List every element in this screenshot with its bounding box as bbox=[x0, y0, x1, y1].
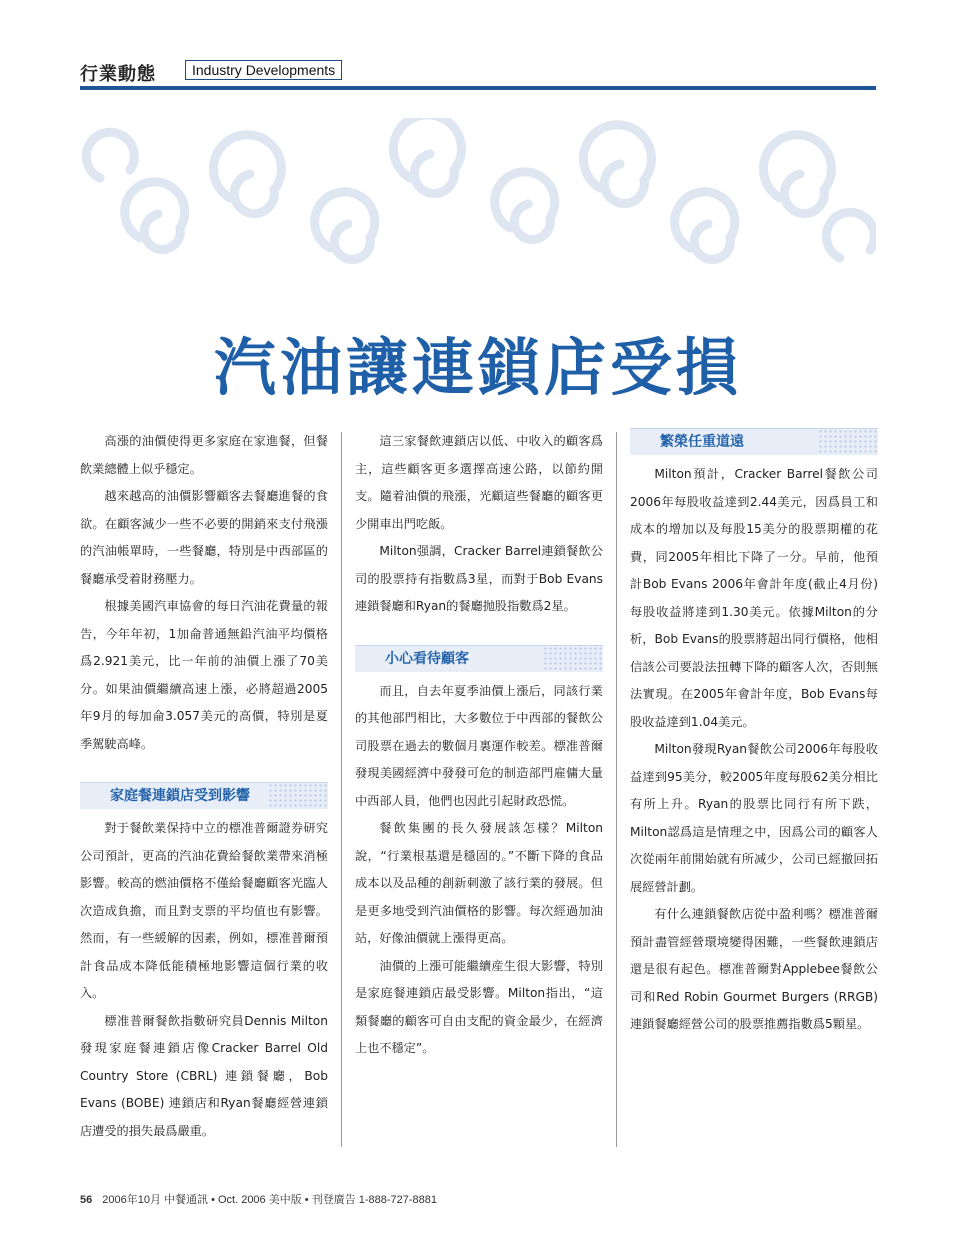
section-heading bbox=[80, 782, 328, 809]
section-heading bbox=[355, 645, 603, 672]
paragraph: 根據美國汽車協會的每日汽油花費量的報告，今年年初，1加侖普通無鉛汽油平均價格爲2.921美元，比一年前的油價上漲了70美分。如果油價繼續高速上漲，必將超過2005年9月的每加侖3.057美元的高價，特別是夏季駕駛高峰。 bbox=[80, 599, 328, 751]
paragraph: Milton預計，Cracker Barrel餐飲公司2006年每股收益達到2.44美元，因爲員工和成本的增加以及每股15美分的股票期權的花費，同2005年相比下降了一分。早前，他預計Bob Evans 2006年會計年度(截止4月份)每股收益將達到1.30美元。依據Milton的分析，Bob Evans的股票將超出同行價格，他相信該公司要設法扭轉下降的顧客人次，否則無法實現。在2005年會計年度，Bob Evans每股收益達到1.04美元。 bbox=[630, 467, 878, 729]
paragraph: 油價的上漲可能繼續産生很大影響，特別是家庭餐連鎖店最受影響。Milton指出，“這類餐廳的顧客可自由支配的資金最少，在經濟上也不穩定”。 bbox=[355, 958, 603, 1055]
section-heading-text: 繁榮任重道遠 bbox=[660, 434, 744, 450]
column-divider bbox=[616, 432, 617, 1147]
column-divider bbox=[341, 432, 342, 1147]
paragraph: Milton發現Ryan餐飲公司2006年每股收益達到95美分，較2005年度每股62美分相比有所上升。Ryan的股票比同行有所下跌，Milton認爲這是情理之中，因爲公司的顧客人次從兩年前開始就有所减少，公司已經撤回拓展經營計劃。 bbox=[630, 742, 878, 894]
column-1 bbox=[80, 428, 328, 1145]
swirl-decoration bbox=[80, 118, 876, 293]
header-rule bbox=[80, 86, 876, 90]
paragraph: 對于餐飲業保持中立的標准普爾證券研究公司預計，更高的汽油花費給餐飲業帶來消極影響。較高的燃油價格不僅給餐廳顧客光臨人次造成負擔，而且對支票的平均值也有影響。然而，有一些緩解的因素，例如，標准普爾預計食品成本降低能積極地影響這個行業的收入。 bbox=[80, 821, 328, 1000]
page-number: 56 bbox=[80, 1194, 93, 1206]
column-3 bbox=[630, 428, 878, 1039]
article-title: 汽油讓連鎖店受損 bbox=[213, 331, 742, 404]
paragraph: 標准普爾餐飲指數研究員Dennis Milton發現家庭餐連鎖店像Cracker Barrel Old Country Store (CBRL) 連鎖餐廳，Bob Evans (BOBE) 連鎖店和Ryan餐廳經營連鎖店遭受的損失最爲嚴重。 bbox=[80, 1013, 328, 1138]
dot-pattern bbox=[543, 646, 603, 672]
paragraph: 高漲的油價使得更多家庭在家進餐，但餐飲業總體上似乎穩定。 bbox=[80, 434, 328, 476]
page-footer bbox=[80, 1191, 437, 1207]
paragraph: 餐飲集團的長久發展該怎樣？Milton說，“行業根基還是穩固的。”不斷下降的食品成本以及品種的創新刺激了該行業的發展。但是更多地受到汽油價格的影響。每次經過加油站，好像油價就上漲得更高。 bbox=[355, 821, 603, 945]
section-label-en: Industry Developments bbox=[185, 60, 342, 80]
dot-pattern bbox=[268, 783, 328, 809]
paragraph: 這三家餐飲連鎖店以低、中收入的顧客爲主，這些顧客更多選擇高速公路，以節約開支。隨着油價的飛漲，光顧這些餐廳的顧客更少開車出門吃飯。 bbox=[355, 434, 603, 531]
section-label-zh: 行業動態 bbox=[80, 64, 156, 85]
column-2 bbox=[355, 428, 603, 1063]
section-header bbox=[80, 58, 876, 92]
paragraph: 有什么連鎖餐飲店從中盈利嗎？標准普爾預計盡管經營環境變得困難，一些餐飲連鎖店還是很有起色。標准普爾對Applebee餐飲公司和Red Robin Gourmet Burgers (RRGB)連鎖餐廳經營公司的股票推薦指數爲5顆星。 bbox=[630, 907, 878, 1031]
paragraph: 越來越高的油價影響顧客去餐廳進餐的食欲。在顧客減少一些不必要的開銷來支付飛漲的汽油帳單時，一些餐廳，特別是中西部區的餐廳承受着財務壓力。 bbox=[80, 489, 328, 586]
section-heading-text: 小心看待顧客 bbox=[385, 650, 469, 667]
footer-text: 2006年10月 中餐通訊 • Oct. 2006 美中版 • 刊登廣告 1-888-727-8881 bbox=[102, 1194, 438, 1206]
section-heading-text: 家庭餐連鎖店受到影響 bbox=[110, 788, 250, 804]
section-heading bbox=[630, 428, 878, 455]
dot-pattern bbox=[818, 429, 878, 455]
paragraph: Milton强調，Cracker Barrel連鎖餐飲公司的股票持有指數爲3星，而對于Bob Evans連鎖餐廳和Ryan的餐廳抛股指數爲2星。 bbox=[355, 544, 603, 613]
paragraph: 而且，自去年夏季油價上漲后，同該行業的其他部門相比，大多數位于中西部的餐飲公司股票在過去的數個月裏運作較差。標准普爾發現美國經濟中發發可危的制造部門雇傭大量中西部人員，他們也因此引起財政恐慌。 bbox=[355, 683, 603, 808]
